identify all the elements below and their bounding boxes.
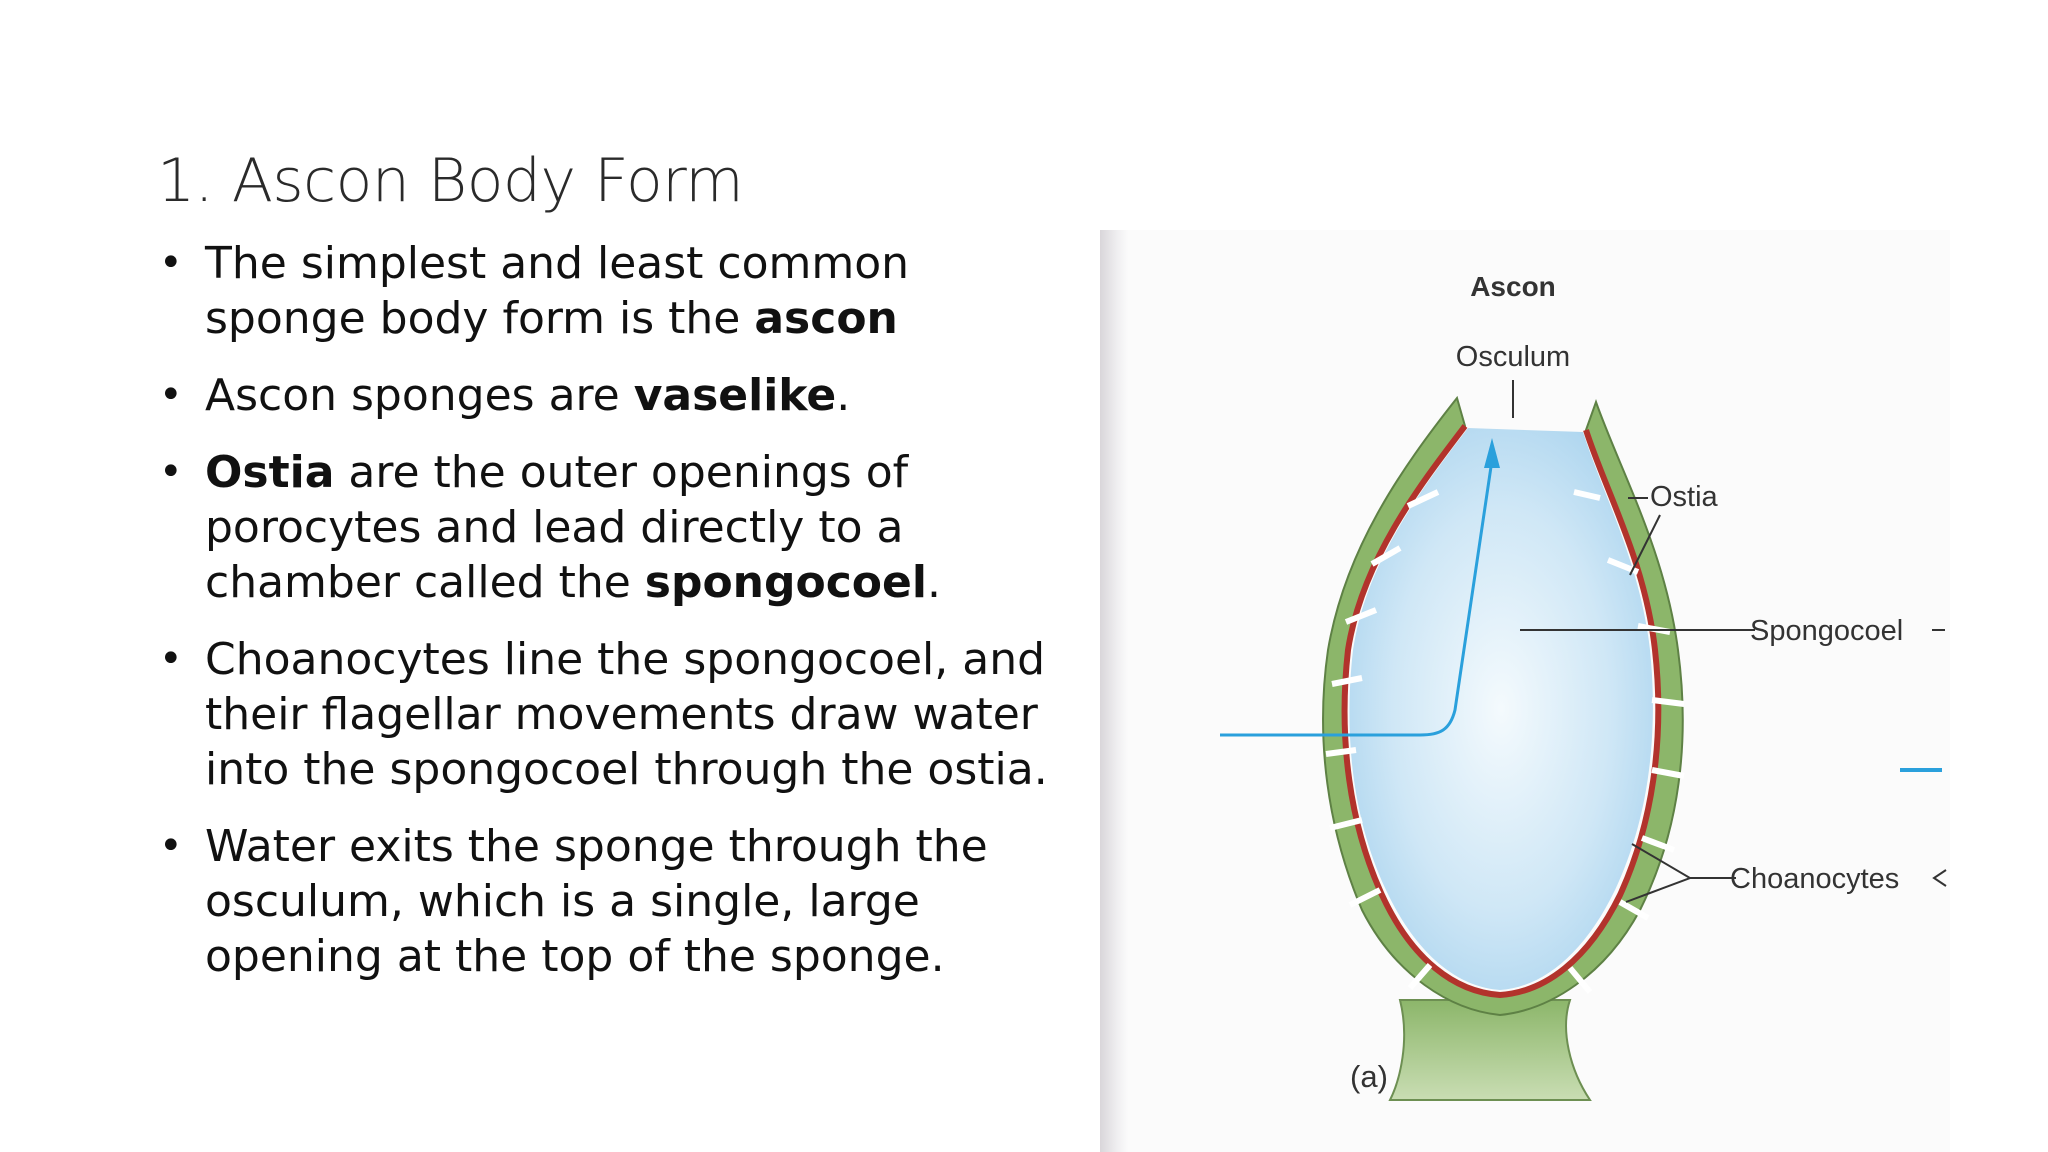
label-ostia: Ostia [1650,481,1718,513]
bullet-item [157,819,1057,984]
bullet-item [157,236,1057,346]
label-choanocytes: Choanocytes [1730,863,1900,895]
bullet-text: . [926,557,941,608]
slide-title: 1. Ascon Body Form [157,146,744,216]
bullet-line [205,291,1057,346]
sponge-base [1390,1000,1590,1100]
bullet-text: osculum, which is a single, large [205,876,920,927]
bullet-text: sponge body form is the [205,293,755,344]
diagram-heading: Ascon [1470,271,1556,302]
label-spongocoel: Spongocoel [1750,615,1904,647]
bullet-line [205,500,1057,555]
bullet-text: opening at the top of the sponge. [205,931,945,982]
bullet-line [205,632,1057,687]
ascon-diagram [1100,230,1950,1152]
bullet-line [205,368,1057,423]
bullet-text: . [836,370,851,421]
bullet-text: are the outer openings of [334,447,909,498]
bullet-item [157,368,1057,423]
bullet-list [157,236,1057,1006]
bullet-line [205,687,1057,742]
ascon-illustration [1100,230,1950,1152]
bullet-item [157,632,1057,797]
bullet-line [205,742,1057,797]
bullet-line [205,819,1057,874]
bullet-text: The simplest and least common [205,238,910,289]
bullet-text: their flagellar movements draw water [205,689,1038,740]
bold-term: vaselike [633,370,837,421]
bullet-line [205,445,1057,500]
bullet-text: Water exits the sponge through the [205,821,988,872]
bullet-text: chamber called the [205,557,645,608]
bold-term: Ostia [205,447,335,498]
bullet-item [157,445,1057,610]
bullet-text: Ascon sponges are [205,370,634,421]
bold-term: ascon [754,293,898,344]
bullet-text: into the spongocoel through the ostia. [205,744,1048,795]
bullet-line [205,874,1057,929]
bullet-text: Choanocytes line the spongocoel, and [205,634,1046,685]
label-osculum: Osculum [1455,341,1571,373]
bullet-text: porocytes and lead directly to a [205,502,904,553]
bold-term: spongocoel [644,557,927,608]
bullet-line [205,236,1057,291]
bullet-line [205,929,1057,984]
bullet-line [205,555,1057,610]
label-panel-a: (a) [1350,1059,1388,1094]
